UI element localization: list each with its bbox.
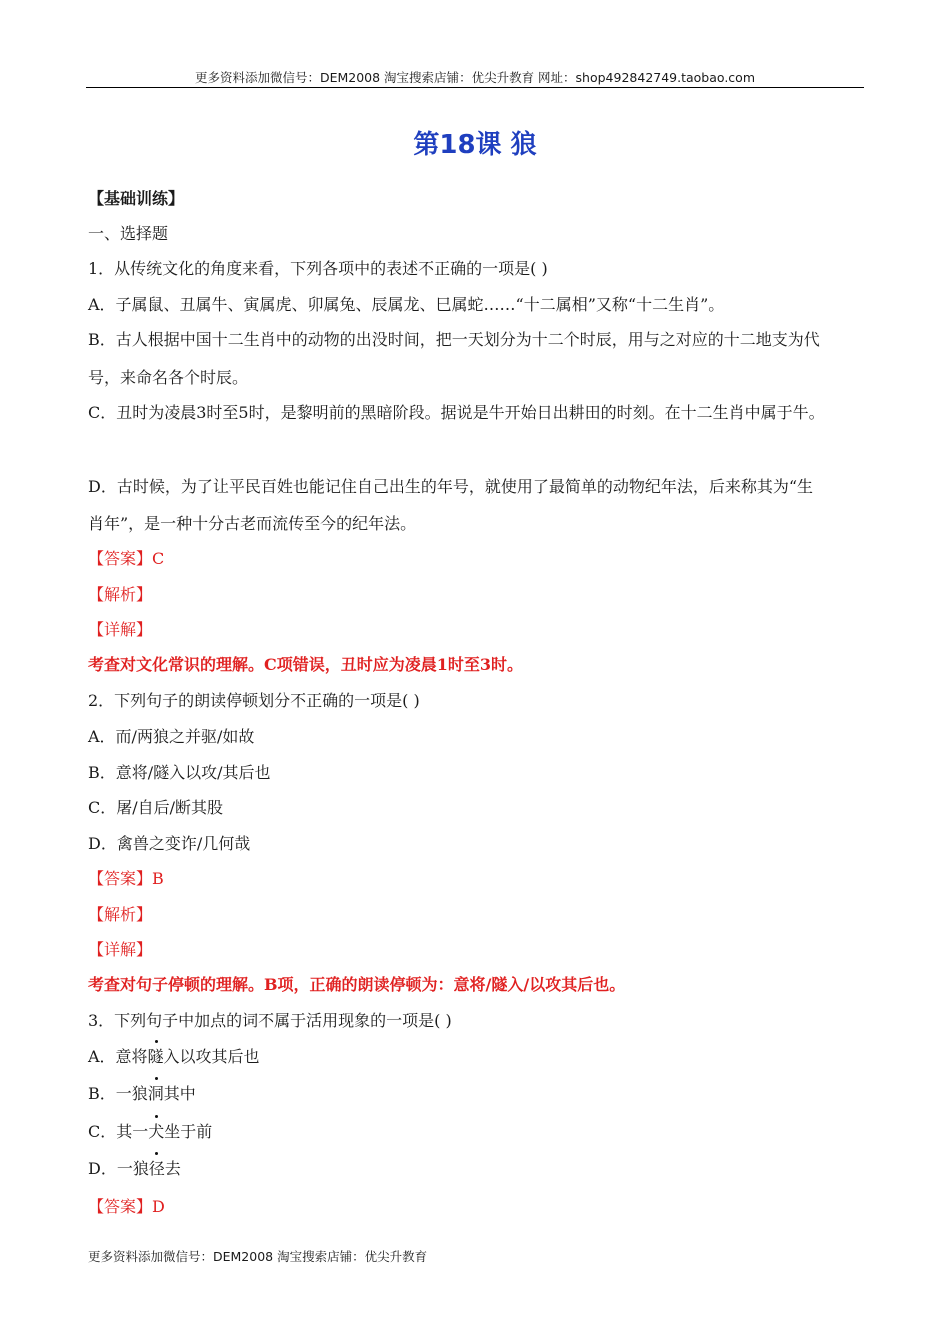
q1-option-c: C．丑时为凌晨3时至5时，是黎明前的黑暗阶段。据说是牛开始日出耕田的时刻。在十二生肖中属于牛。 (88, 403, 825, 422)
q2-explanation: 考查对句子停顿的理解。B项，正确的朗读停顿为：意将/隧入/以攻其后也。 (88, 975, 626, 994)
q2-option-c: C．屠/自后/断其股 (88, 798, 224, 817)
q2-option-b: B．意将/隧入以攻/其后也 (88, 763, 271, 782)
q3-answer: 【答案】D (88, 1197, 165, 1216)
q1-option-b-line2: 号，来命名各个时辰。 (88, 368, 249, 387)
q1-detail-label: 【详解】 (88, 620, 153, 639)
q3-option-b: B．一狼洞其中 (88, 1084, 196, 1103)
q1-option-a: A．子属鼠、丑属牛、寅属虎、卯属兔、辰属龙、巳属蛇……“十二属相”又称“十二生肖”。 (88, 295, 725, 314)
q1-option-d-line2: 肖年”，是一种十分古老而流传至今的纪年法。 (88, 514, 417, 533)
q2-answer: 【答案】B (88, 869, 164, 888)
q2-stem: 2．下列句子的朗读停顿划分不正确的一项是( ) (88, 691, 420, 710)
page-title: 第18课 狼 (413, 130, 537, 160)
q3-option-a: A．意将隧入以攻其后也 (88, 1047, 260, 1066)
q3-stem: 3．下列句子中加点的词不属于活用现象的一项是( ) (88, 1011, 452, 1030)
page-header: 更多资料添加微信号：DEM2008 淘宝搜索店铺：优尖升教育 网址：shop492842749.taobao.com (194, 70, 756, 85)
q1-option-d-line1: D．古时候，为了让平民百姓也能记住自己出生的年号，就使用了最简单的动物纪年法，后来称其为“生 (88, 477, 814, 496)
header-divider (86, 87, 864, 88)
emphasis-dot (155, 1040, 158, 1043)
q1-explanation: 考查对文化常识的理解。C项错误，丑时应为凌晨1时至3时。 (88, 655, 524, 674)
q2-detail-label: 【详解】 (88, 940, 153, 959)
q2-analysis-label: 【解析】 (88, 905, 153, 924)
q3-option-c: C．其一犬坐于前 (88, 1122, 213, 1141)
emphasis-dot (155, 1152, 158, 1155)
emphasis-dot (155, 1115, 158, 1118)
page-footer: 更多资料添加微信号：DEM2008 淘宝搜索店铺：优尖升教育 (88, 1249, 428, 1264)
part-heading: 一、选择题 (88, 224, 169, 243)
q1-option-b-line1: B．古人根据中国十二生肖中的动物的出没时间，把一天划分为十二个时辰，用与之对应的十二地支为代 (88, 330, 820, 349)
q1-answer: 【答案】C (88, 549, 165, 568)
q1-stem: 1．从传统文化的角度来看，下列各项中的表述不正确的一项是( ) (88, 259, 548, 278)
q3-option-d: D．一狼径去 (88, 1159, 181, 1178)
q1-analysis-label: 【解析】 (88, 585, 153, 604)
q2-option-d: D．禽兽之变诈/几何哉 (88, 834, 251, 853)
emphasis-dot (155, 1077, 158, 1080)
q2-option-a: A．而/两狼之并驱/如故 (88, 727, 255, 746)
section-heading: 【基础训练】 (88, 189, 185, 208)
